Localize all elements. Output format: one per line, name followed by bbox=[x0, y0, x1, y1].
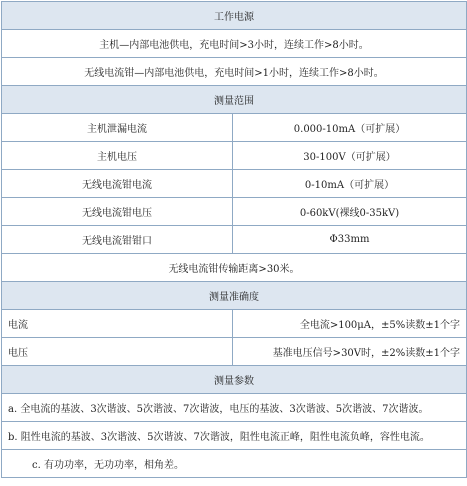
table-row bbox=[2, 170, 467, 198]
power-host-text: 主机—内部电池供电，充电时间>3小时，连续工作>8小时。 bbox=[2, 30, 467, 58]
row-value: Φ33mm bbox=[233, 226, 467, 254]
row-value: 基准电压信号>30V时，±2%读数±1个字 bbox=[233, 338, 467, 366]
table-row bbox=[2, 58, 467, 86]
row-value: 0.000-10mA（可扩展） bbox=[233, 114, 467, 142]
section-title: 测量范围 bbox=[2, 86, 467, 114]
table-row bbox=[2, 254, 467, 282]
param-item: a. 全电流的基波、3次谐波、5次谐波、7次谐波，电压的基波、3次谐波、5次谐波、7次谐波。 bbox=[2, 394, 467, 422]
section-title: 测量参数 bbox=[2, 366, 467, 394]
row-value: 0-10mA（可扩展） bbox=[233, 170, 467, 198]
row-label: 主机泄漏电流 bbox=[2, 114, 233, 142]
row-label: 电流 bbox=[2, 310, 233, 338]
row-value: 30-100V（可扩展） bbox=[233, 142, 467, 170]
row-label: 主机电压 bbox=[2, 142, 233, 170]
row-value: 全电流>100μA，±5%读数±1个字 bbox=[233, 310, 467, 338]
section-title: 测量准确度 bbox=[2, 282, 467, 310]
table-row bbox=[2, 114, 467, 142]
param-item: c. 有功功率，无功功率，相角差。 bbox=[2, 450, 467, 478]
table-row bbox=[2, 310, 467, 338]
table-row bbox=[2, 30, 467, 58]
table-row bbox=[2, 198, 467, 226]
row-value: 0-60kV(裸线0-35kV) bbox=[233, 198, 467, 226]
spec-table bbox=[1, 1, 467, 478]
row-label: 无线电流钳电压 bbox=[2, 198, 233, 226]
table-row bbox=[2, 394, 467, 422]
table-row bbox=[2, 338, 467, 366]
table-row bbox=[2, 142, 467, 170]
param-item: b. 阻性电流的基波、3次谐波、5次谐波、7次谐波，阻性电流正峰，阻性电流负峰，容性电流。 bbox=[2, 422, 467, 450]
row-label: 电压 bbox=[2, 338, 233, 366]
power-clamp-text: 无线电流钳—内部电池供电，充电时间>1小时，连续工作>8小时。 bbox=[2, 58, 467, 86]
section-header-power bbox=[2, 2, 467, 30]
range-note: 无线电流钳传输距离>30米。 bbox=[2, 254, 467, 282]
row-label: 无线电流钳电流 bbox=[2, 170, 233, 198]
section-title: 工作电源 bbox=[2, 2, 467, 30]
row-label: 无线电流钳钳口 bbox=[2, 226, 233, 254]
table-row bbox=[2, 226, 467, 254]
table-row bbox=[2, 450, 467, 478]
section-header-parameters bbox=[2, 366, 467, 394]
table-row bbox=[2, 422, 467, 450]
section-header-range bbox=[2, 86, 467, 114]
section-header-accuracy bbox=[2, 282, 467, 310]
